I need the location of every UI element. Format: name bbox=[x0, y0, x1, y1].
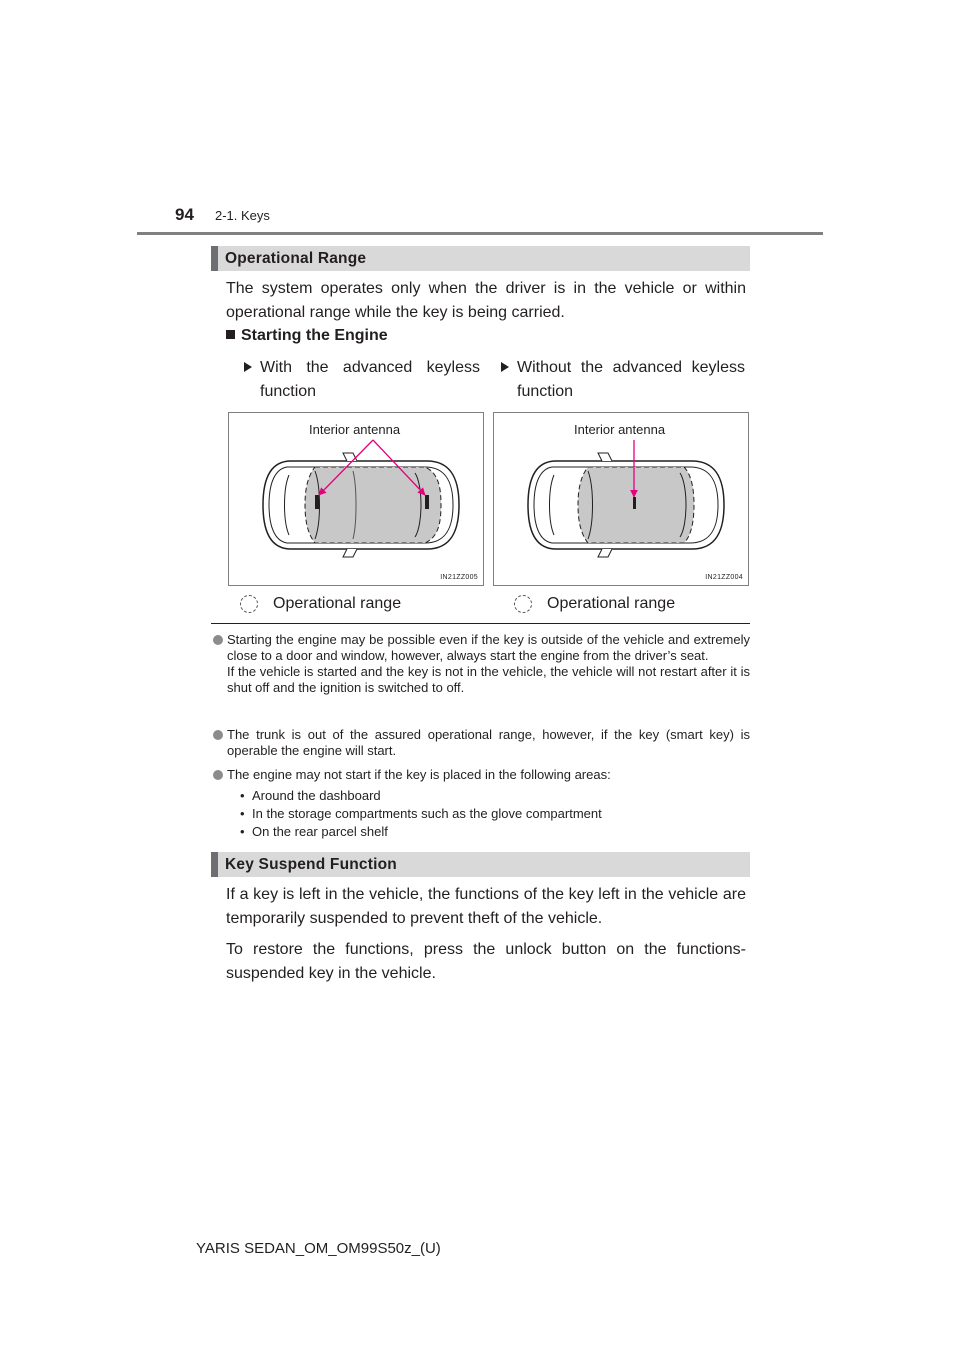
list-item: • In the storage compartments such as the glove compartment bbox=[240, 805, 740, 823]
operational-range-heading-text: Operational Range bbox=[225, 250, 367, 267]
note-text: Starting the engine may be possible even if the key is outside of the vehicle and extremely close to a door and window, however, always start the engine from the driver’s seat. bbox=[227, 632, 750, 663]
variant-with-keyless-label: With the advanced keyless function bbox=[260, 359, 480, 400]
header-rule bbox=[137, 232, 823, 235]
intro-paragraph: The system operates only when the driver is in the vehicle or within operational range while the key is being carried. bbox=[226, 280, 746, 321]
figure-without-keyless bbox=[493, 412, 749, 586]
page-number: 94 bbox=[175, 205, 194, 224]
note-item bbox=[227, 632, 750, 696]
interior-antenna-label: Interior antenna bbox=[309, 422, 401, 437]
footer-doc-id: YARIS SEDAN_OM_OM99S50z_(U) bbox=[196, 1240, 441, 1257]
key-suspend-heading-text: Key Suspend Function bbox=[225, 856, 397, 873]
starting-engine-subheading-text: Starting the Engine bbox=[241, 327, 388, 344]
dashed-circle-icon bbox=[514, 595, 532, 613]
note-text: The engine may not start if the key is placed in the following areas: bbox=[227, 767, 611, 782]
car-diagram-with-keyless bbox=[229, 413, 485, 587]
starting-engine-subheading bbox=[226, 327, 388, 345]
key-suspend-heading bbox=[211, 852, 750, 877]
interior-antenna-label: Interior antenna bbox=[574, 422, 666, 437]
triangle-bullet-icon bbox=[501, 362, 509, 372]
note-text: If the vehicle is started and the key is not in the vehicle, the vehicle will not restart after it is shut off and the ignition is switched to off. bbox=[227, 664, 750, 695]
circle-bullet-icon bbox=[213, 730, 223, 740]
legend-text: Operational range bbox=[547, 595, 676, 612]
list-item: • Around the dashboard bbox=[240, 787, 740, 805]
square-bullet-icon bbox=[226, 330, 235, 339]
figure-code: IN21ZZ005 bbox=[440, 574, 478, 581]
note-text: The trunk is out of the assured operational range, however, if the key (smart key) is operable the engine will start. bbox=[227, 727, 750, 758]
variant-without-keyless-label: Without the advanced keyless function bbox=[517, 359, 745, 400]
car-diagram-without-keyless bbox=[494, 413, 750, 587]
triangle-bullet-icon bbox=[244, 362, 252, 372]
note-item bbox=[227, 727, 750, 759]
key-suspend-paragraph: To restore the functions, press the unlock button on the functions-suspended key in the vehicle. bbox=[226, 941, 746, 982]
note-item bbox=[227, 767, 750, 783]
circle-bullet-icon bbox=[213, 635, 223, 645]
areas-list bbox=[240, 787, 740, 841]
section-label: 2-1. Keys bbox=[215, 208, 270, 223]
notes-divider bbox=[211, 623, 750, 624]
list-item: • On the rear parcel shelf bbox=[240, 823, 740, 841]
legend-text: Operational range bbox=[273, 595, 402, 612]
operational-range-heading bbox=[211, 246, 750, 271]
variant-with-keyless bbox=[260, 356, 480, 404]
figure-with-keyless bbox=[228, 412, 484, 586]
circle-bullet-icon bbox=[213, 770, 223, 780]
variant-without-keyless bbox=[517, 356, 745, 404]
key-suspend-paragraph: If a key is left in the vehicle, the functions of the key left in the vehicle are temporarily suspended to prevent theft of the vehicle. bbox=[226, 886, 746, 927]
figure-code: IN21ZZ004 bbox=[705, 574, 743, 581]
dashed-circle-icon bbox=[240, 595, 258, 613]
